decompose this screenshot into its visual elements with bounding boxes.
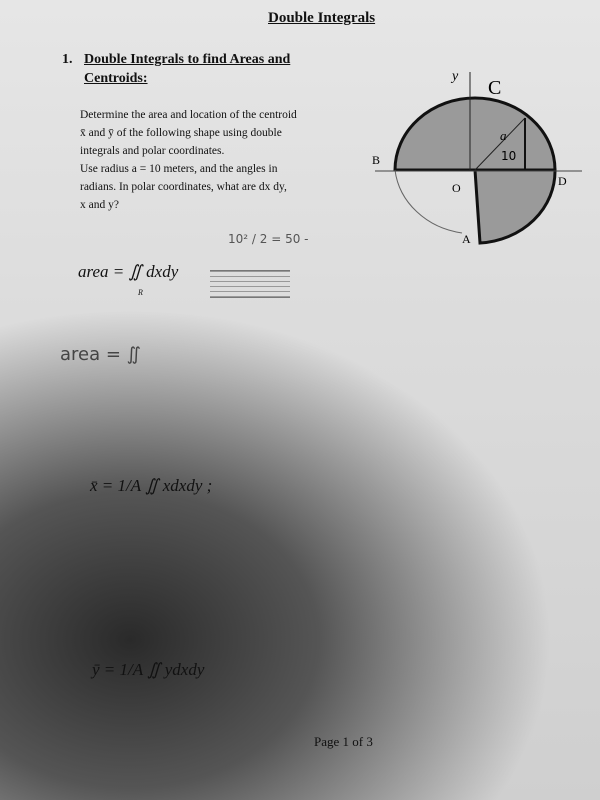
label-a-point: A <box>462 232 471 246</box>
ybar-equation: ȳ = 1/A ∬ ydxdy <box>92 660 205 679</box>
problem-line: x and y? <box>80 199 119 211</box>
upper-region <box>395 98 555 170</box>
problem-text <box>80 106 360 214</box>
heading-line-2: Centroids: <box>84 71 148 86</box>
problem-line: radians. In polar coordinates, what are dx dy, <box>80 181 287 193</box>
handwritten-calc: 10² / 2 = 50 - <box>228 232 309 246</box>
label-d: D <box>558 174 567 188</box>
label-c: C <box>488 77 502 99</box>
unshaded-arc <box>395 170 462 233</box>
problem-line: Use radius a = 10 meters, and the angles in <box>80 163 278 175</box>
problem-line: integrals and polar coordinates. <box>80 145 225 157</box>
label-y: y <box>452 69 459 84</box>
page-number: Page 1 of 3 <box>314 734 373 749</box>
region-subscript: R <box>138 288 143 297</box>
handwritten-area: area = ∬ <box>60 344 141 365</box>
page-title: Double Integrals <box>268 10 376 26</box>
area-equation: area = ∬ dxdy <box>78 262 179 281</box>
xbar-equation: x̄ = 1/A ∬ xdxdy ; <box>90 476 213 495</box>
scribble <box>210 270 290 298</box>
label-o: O <box>452 181 461 195</box>
label-b: B <box>372 153 381 167</box>
section-heading <box>62 50 290 88</box>
heading-line-1: Double Integrals to find Areas and <box>84 52 291 67</box>
shape-diagram <box>360 60 590 260</box>
handwritten-10: 10 <box>501 149 517 163</box>
section-number: 1. <box>62 52 73 67</box>
problem-line: x̄ and ȳ of the following shape using double <box>80 127 282 139</box>
label-radius-a: a <box>500 128 507 143</box>
problem-line: Determine the area and location of the centroid <box>80 109 297 121</box>
lower-right-region <box>475 170 555 243</box>
